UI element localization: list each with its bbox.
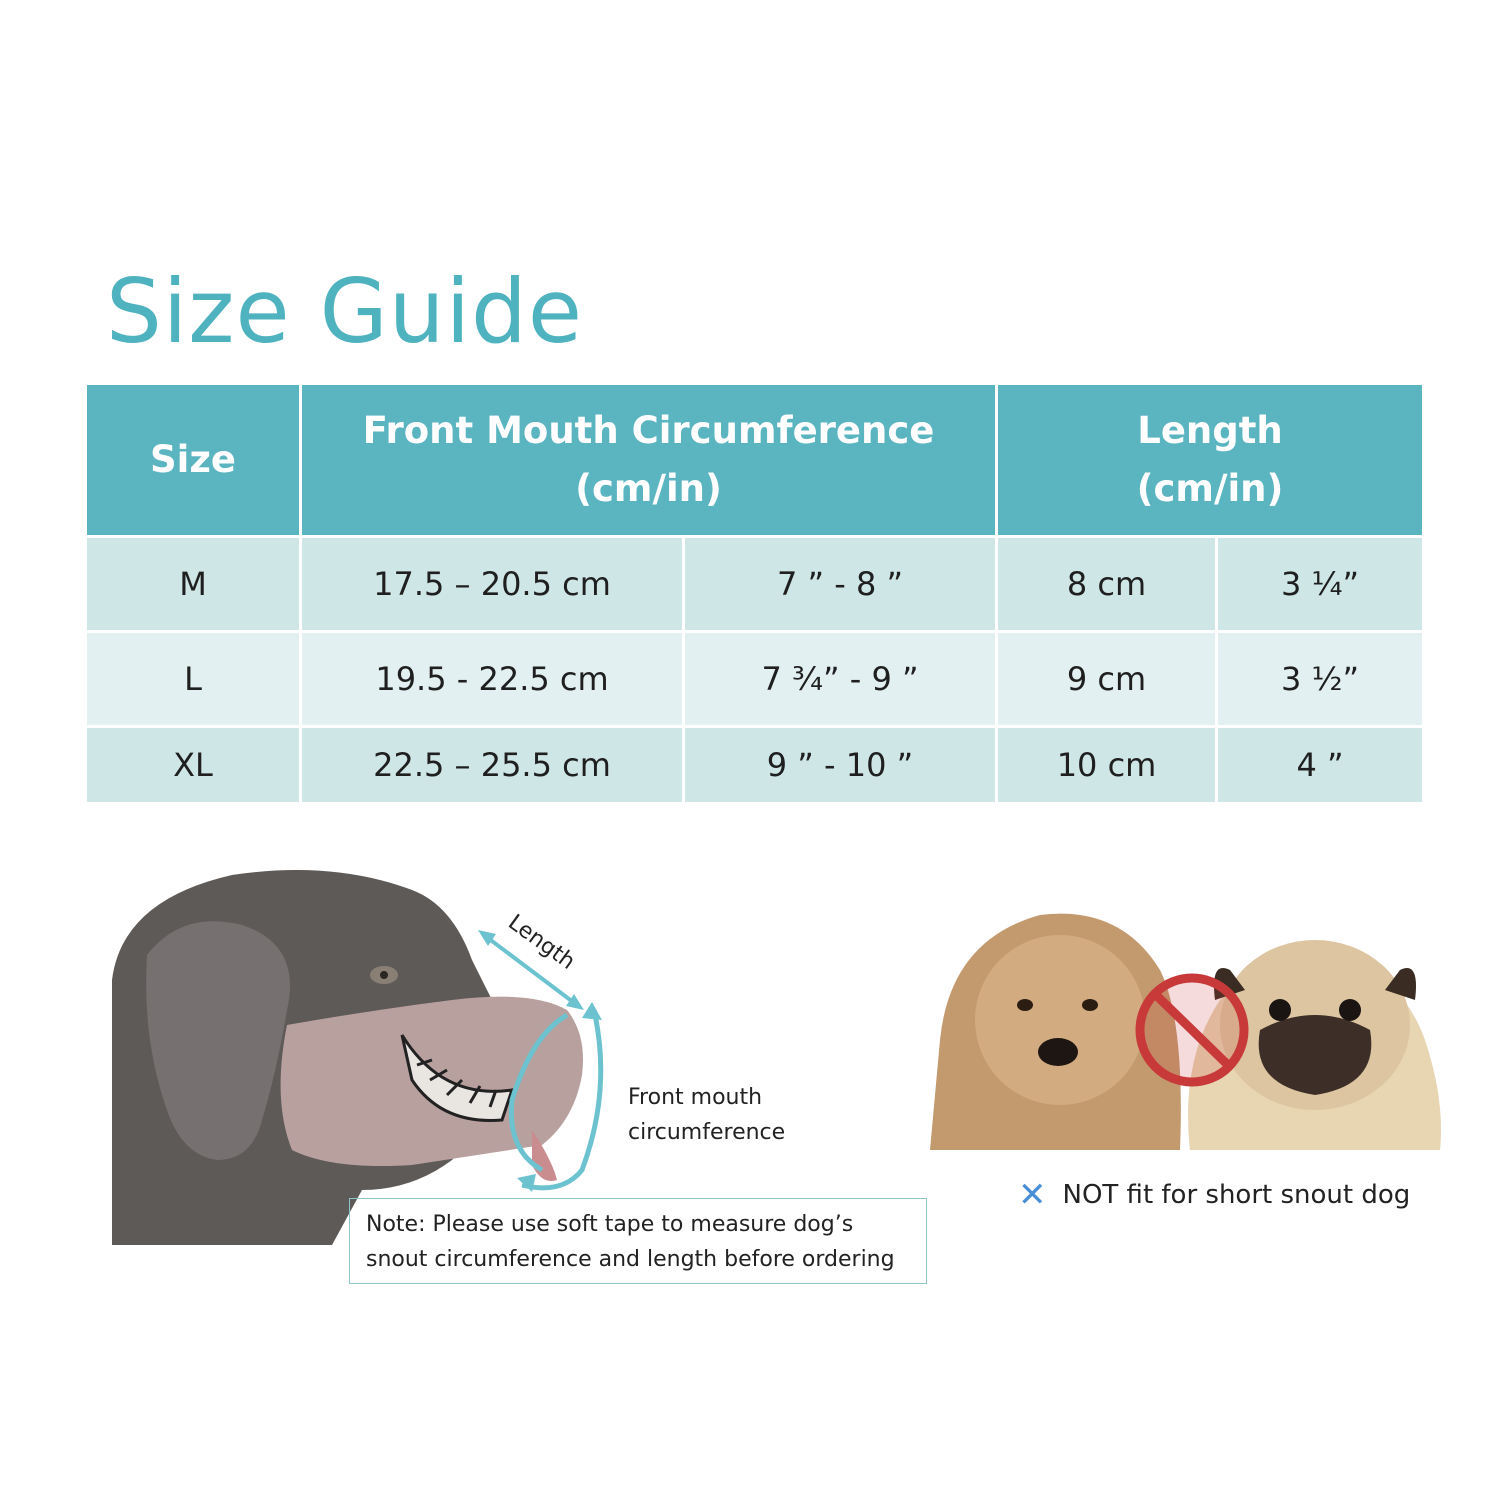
- header-front-line1: Front Mouth Circumference: [362, 409, 935, 452]
- not-fit-warning: [1018, 1175, 1411, 1215]
- puppies-illustration: [930, 900, 1445, 1150]
- not-fit-text: NOT fit for short snout dog: [1062, 1180, 1411, 1210]
- cell-circumference-cm: 19.5 - 22.5 cm: [301, 632, 684, 727]
- cell-circumference-cm: 22.5 – 25.5 cm: [301, 727, 684, 804]
- cell-circumference-in: 7 ¾” - 9 ”: [684, 632, 997, 727]
- cell-circumference-in: 7 ” - 8 ”: [684, 537, 997, 632]
- dog-muzzle-illustration: [112, 860, 612, 1245]
- cell-length-in: 3 ¼”: [1217, 537, 1424, 632]
- table-row: [86, 727, 1424, 804]
- cell-length-cm: 9 cm: [997, 632, 1217, 727]
- cell-size: XL: [86, 727, 301, 804]
- table-row: [86, 632, 1424, 727]
- cell-length-cm: 10 cm: [997, 727, 1217, 804]
- header-size: Size: [86, 384, 301, 537]
- prohibited-icon: [1140, 978, 1244, 1082]
- note-line2: snout circumference and length before ordering: [366, 1247, 895, 1272]
- cell-length-in: 3 ½”: [1217, 632, 1424, 727]
- cell-circumference-cm: 17.5 – 20.5 cm: [301, 537, 684, 632]
- cell-size: L: [86, 632, 301, 727]
- cell-length-in: 4 ”: [1217, 727, 1424, 804]
- header-length-line1: Length: [1137, 409, 1283, 452]
- front-mouth-line2: circumference: [628, 1120, 786, 1145]
- cell-size: M: [86, 537, 301, 632]
- front-mouth-label: [628, 1080, 785, 1150]
- measurement-note: [349, 1198, 927, 1284]
- table-row: [86, 537, 1424, 632]
- table-header-row: [86, 384, 1424, 537]
- cell-circumference-in: 9 ” - 10 ”: [684, 727, 997, 804]
- note-line1: Note: Please use soft tape to measure dog’s: [366, 1212, 854, 1237]
- x-icon: ✕: [1018, 1175, 1047, 1215]
- length-label: Length: [503, 910, 580, 975]
- header-length-line2: (cm/in): [1136, 467, 1284, 510]
- header-front-mouth-circumference: [301, 384, 997, 537]
- header-front-line2: (cm/in): [575, 467, 722, 510]
- size-table: [84, 382, 1425, 805]
- cell-length-cm: 8 cm: [997, 537, 1217, 632]
- page-title: Size Guide: [106, 260, 584, 363]
- header-length: [997, 384, 1424, 537]
- front-mouth-line1: Front mouth: [628, 1085, 763, 1110]
